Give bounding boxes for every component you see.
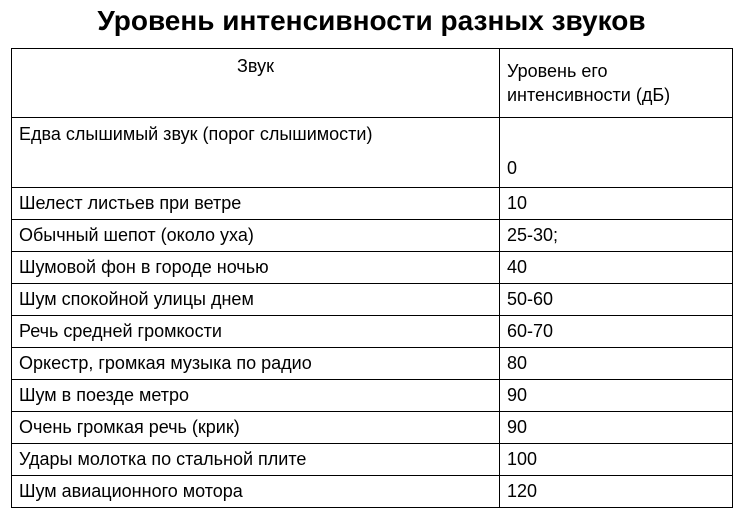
level-cell: 90 bbox=[500, 412, 733, 444]
sound-cell: Шум в поезде метро bbox=[12, 380, 500, 412]
sound-cell: Едва слышимый звук (порог слышимости) bbox=[12, 118, 500, 188]
table-row bbox=[12, 252, 733, 284]
level-cell: 40 bbox=[500, 252, 733, 284]
level-cell: 90 bbox=[500, 380, 733, 412]
level-cell: 0 bbox=[500, 118, 733, 188]
level-cell: 10 bbox=[500, 188, 733, 220]
sound-cell: Обычный шепот (около уха) bbox=[12, 220, 500, 252]
sound-cell: Шелест листьев при ветре bbox=[12, 188, 500, 220]
sound-cell: Удары молотка по стальной плите bbox=[12, 444, 500, 476]
column-header-level: Уровень его интенсивности (дБ) bbox=[500, 49, 733, 118]
level-cell: 60-70 bbox=[500, 316, 733, 348]
sound-cell: Очень громкая речь (крик) bbox=[12, 412, 500, 444]
table-row bbox=[12, 476, 733, 508]
sound-cell: Шум авиационного мотора bbox=[12, 476, 500, 508]
table-row bbox=[12, 118, 733, 188]
table-row bbox=[12, 220, 733, 252]
page-title: Уровень интенсивности разных звуков bbox=[97, 5, 646, 36]
level-cell: 50-60 bbox=[500, 284, 733, 316]
table-row bbox=[12, 348, 733, 380]
sound-cell: Речь средней громкости bbox=[12, 316, 500, 348]
table-row bbox=[12, 188, 733, 220]
table-row bbox=[12, 284, 733, 316]
level-cell: 25-30; bbox=[500, 220, 733, 252]
sound-intensity-table bbox=[11, 48, 733, 508]
column-header-sound: Звук bbox=[12, 49, 500, 118]
table-row bbox=[12, 444, 733, 476]
table-header-row bbox=[12, 49, 733, 118]
sound-cell: Шумовой фон в городе ночью bbox=[12, 252, 500, 284]
sound-cell: Шум спокойной улицы днем bbox=[12, 284, 500, 316]
sound-cell: Оркестр, громкая музыка по радио bbox=[12, 348, 500, 380]
level-cell: 100 bbox=[500, 444, 733, 476]
table-row bbox=[12, 316, 733, 348]
level-cell: 80 bbox=[500, 348, 733, 380]
table-row bbox=[12, 380, 733, 412]
table-row bbox=[12, 412, 733, 444]
level-cell: 120 bbox=[500, 476, 733, 508]
